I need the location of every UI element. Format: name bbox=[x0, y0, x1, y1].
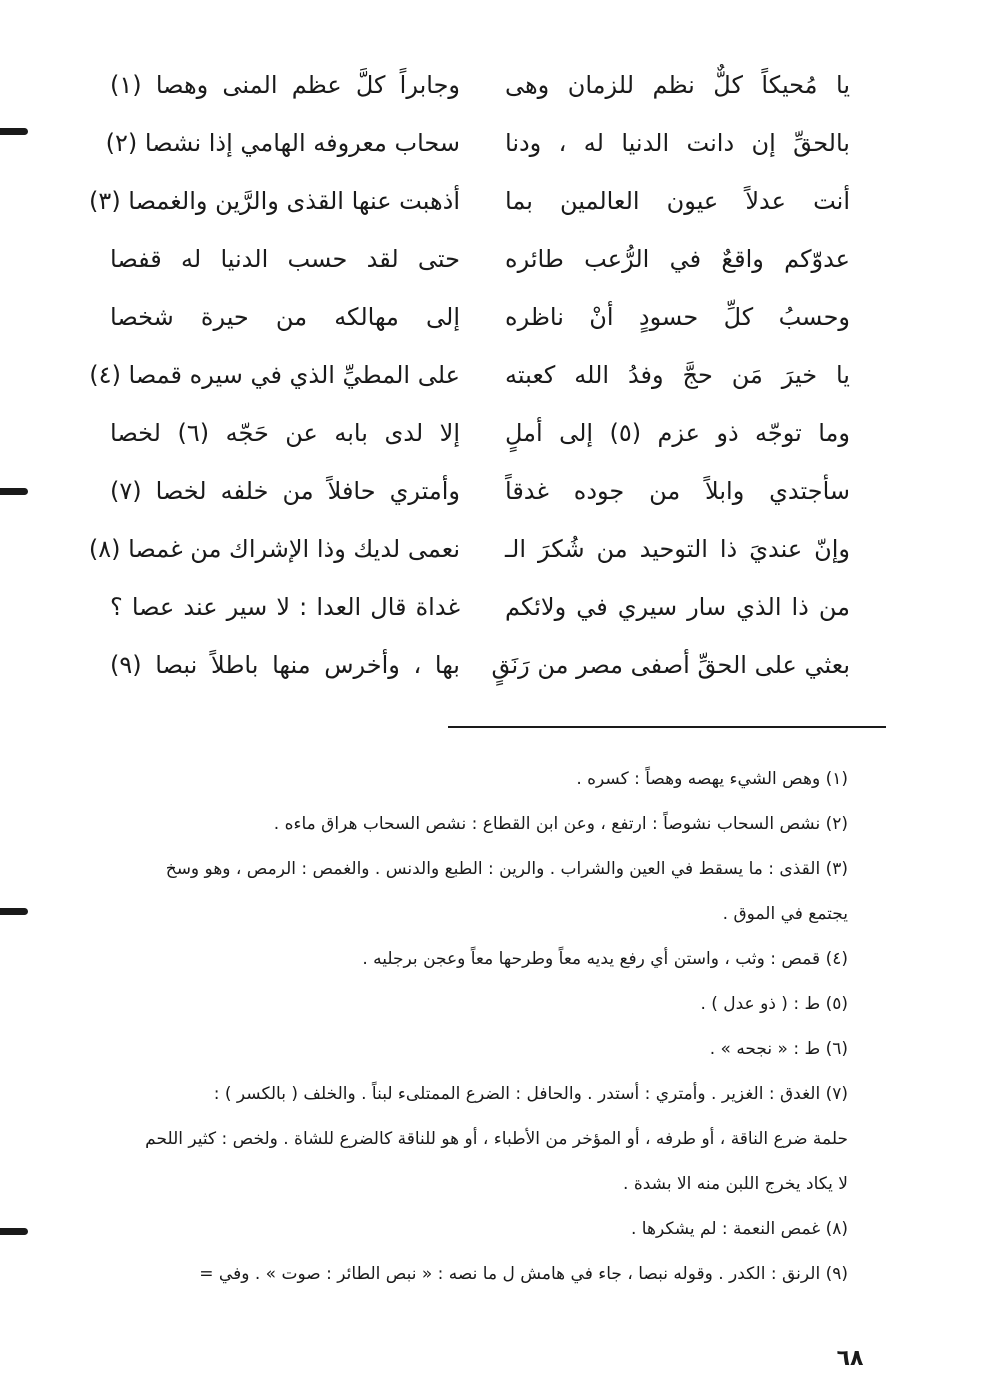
margin-ink-mark bbox=[0, 1228, 28, 1235]
verse-first-hemistich: يا خيرَ مَن حجَّ وفدُ الله كعبته bbox=[505, 361, 850, 389]
verse-second-hemistich: أذهبت عنها القذى والرَّين والغمصا (٣) bbox=[89, 187, 460, 215]
verse bbox=[89, 172, 850, 230]
verse-first-hemistich: وحسبُ كلِّ حسودٍ أنْ ناظره bbox=[505, 303, 850, 331]
footnote bbox=[96, 847, 848, 937]
footnote bbox=[96, 1027, 848, 1072]
verse bbox=[110, 404, 850, 462]
footnote-line: (٥) ط : ( ذو عدل ) . bbox=[700, 994, 848, 1014]
footnote-line: (٢) نشص السحاب نشوصاً : ارتفع ، وعن ابن القطاع : نشص السحاب هراق ماءه . bbox=[273, 814, 848, 834]
footnote bbox=[96, 1252, 848, 1297]
verse-second-hemistich: إلى مهالكه من حيرة شخصا bbox=[110, 303, 460, 331]
verse bbox=[110, 230, 850, 288]
verse-second-hemistich: غداة قال العدا : لا سير عند عصا ؟ bbox=[110, 593, 460, 621]
verse-first-hemistich: بعثي على الحقِّ أصفى مصر من رَنَقٍ bbox=[491, 651, 850, 679]
footnote-line: لا يكاد يخرج اللبن منه الا بشدة . bbox=[623, 1174, 848, 1194]
page-number: ٦٨ bbox=[836, 1346, 864, 1371]
verse bbox=[110, 56, 850, 114]
verse-first-hemistich: وما توجّه ذو عزم (٥) إلى أملٍ bbox=[505, 419, 850, 447]
verse bbox=[110, 636, 850, 694]
footnote-line: (٣) القذى : ما يسقط في العين والشراب . والرين : الطبع والدنس . والغمص : الرمص ، وهو وسخ bbox=[165, 859, 848, 879]
verse-first-hemistich: بالحقِّ إن دانت الدنيا له ، ودنا bbox=[505, 129, 850, 157]
footnote bbox=[96, 937, 848, 982]
verse-second-hemistich: سحاب معروفه الهامي إذا نشصا (٢) bbox=[105, 129, 460, 157]
verse-first-hemistich: من ذا الذي سار سيري في ولائكم bbox=[505, 593, 850, 621]
footnote-line: يجتمع في الموق . bbox=[722, 904, 848, 924]
footnote bbox=[96, 1207, 848, 1252]
verse-second-hemistich: إلا لدى بابه عن حَجّه (٦) لخصا bbox=[110, 419, 460, 447]
verse bbox=[105, 114, 850, 172]
verse-second-hemistich: على المطيِّ الذي في سيره قمصا (٤) bbox=[89, 361, 460, 389]
verse-second-hemistich: نعمى لديك وذا الإشراك من غمصا (٨) bbox=[88, 535, 460, 563]
footnote bbox=[96, 1072, 848, 1207]
footnote bbox=[96, 982, 848, 1027]
margin-ink-mark bbox=[0, 488, 28, 495]
footnote-line: (٧) الغدق : الغزير . وأمتري : أستدر . والحافل : الضرع الممتلىء لبناً . والخلف ( بالكسر ) : bbox=[213, 1084, 848, 1104]
footnotes bbox=[96, 757, 848, 1297]
verse bbox=[88, 520, 850, 578]
footnote bbox=[96, 757, 848, 802]
footnote-line: حلمة ضرع الناقة ، أو طرفه ، أو المؤخر من الأطباء ، أو هو للناقة كالضرع للشاة . ولخص : كثير اللحم bbox=[145, 1129, 848, 1149]
verse bbox=[89, 346, 850, 404]
verse-second-hemistich: بها ، وأخرس منها باطلاً نبصا (٩) bbox=[110, 651, 460, 679]
footnote-divider bbox=[448, 726, 886, 728]
footnote-line: (١) وهص الشيء يهصه وهصاً : كسره . bbox=[576, 769, 848, 789]
footnote-line: (٩) الرنق : الكدر . وقوله نبصا ، جاء في هامش ل ما نصه : « نبص الطائر : صوت » . وفي = bbox=[199, 1264, 848, 1284]
poem bbox=[88, 56, 850, 694]
verse bbox=[110, 288, 850, 346]
verse-first-hemistich: وإنّ عنديَ ذا التوحيد من شُكرَ الـ bbox=[505, 535, 850, 563]
margin-ink-mark bbox=[0, 908, 28, 915]
footnote-line: (٤) قمص : وثب ، واستن أي رفع يديه معاً وطرحها معاً وعجن برجليه . bbox=[362, 949, 848, 969]
verse-first-hemistich: سأجتدي وابلاً من جوده غدقاً bbox=[505, 477, 850, 505]
verse-second-hemistich: حتى لقد حسب الدنيا له قفصا bbox=[110, 245, 460, 273]
footnote-line: (٦) ط : « نجحه » . bbox=[709, 1039, 848, 1059]
margin-ink-mark bbox=[0, 128, 28, 135]
verse-second-hemistich: وجابراً كلَّ عظم المنى وهصا (١) bbox=[110, 71, 460, 99]
footnote-line: (٨) غمص النعمة : لم يشكرها . bbox=[631, 1219, 848, 1239]
verse-second-hemistich: وأمتري حافلاً من خلفه لخصا (٧) bbox=[110, 477, 460, 505]
verse bbox=[110, 578, 850, 636]
footnote bbox=[96, 802, 848, 847]
verse-first-hemistich: يا مُحيكاً كلٌّ نظم للزمان وهى bbox=[505, 71, 850, 99]
verse bbox=[110, 462, 850, 520]
verse-first-hemistich: عدوّكم واقعٌ في الرُّعب طائره bbox=[505, 245, 850, 273]
verse-first-hemistich: أنت عدلاً عيون العالمين بما bbox=[505, 187, 850, 215]
